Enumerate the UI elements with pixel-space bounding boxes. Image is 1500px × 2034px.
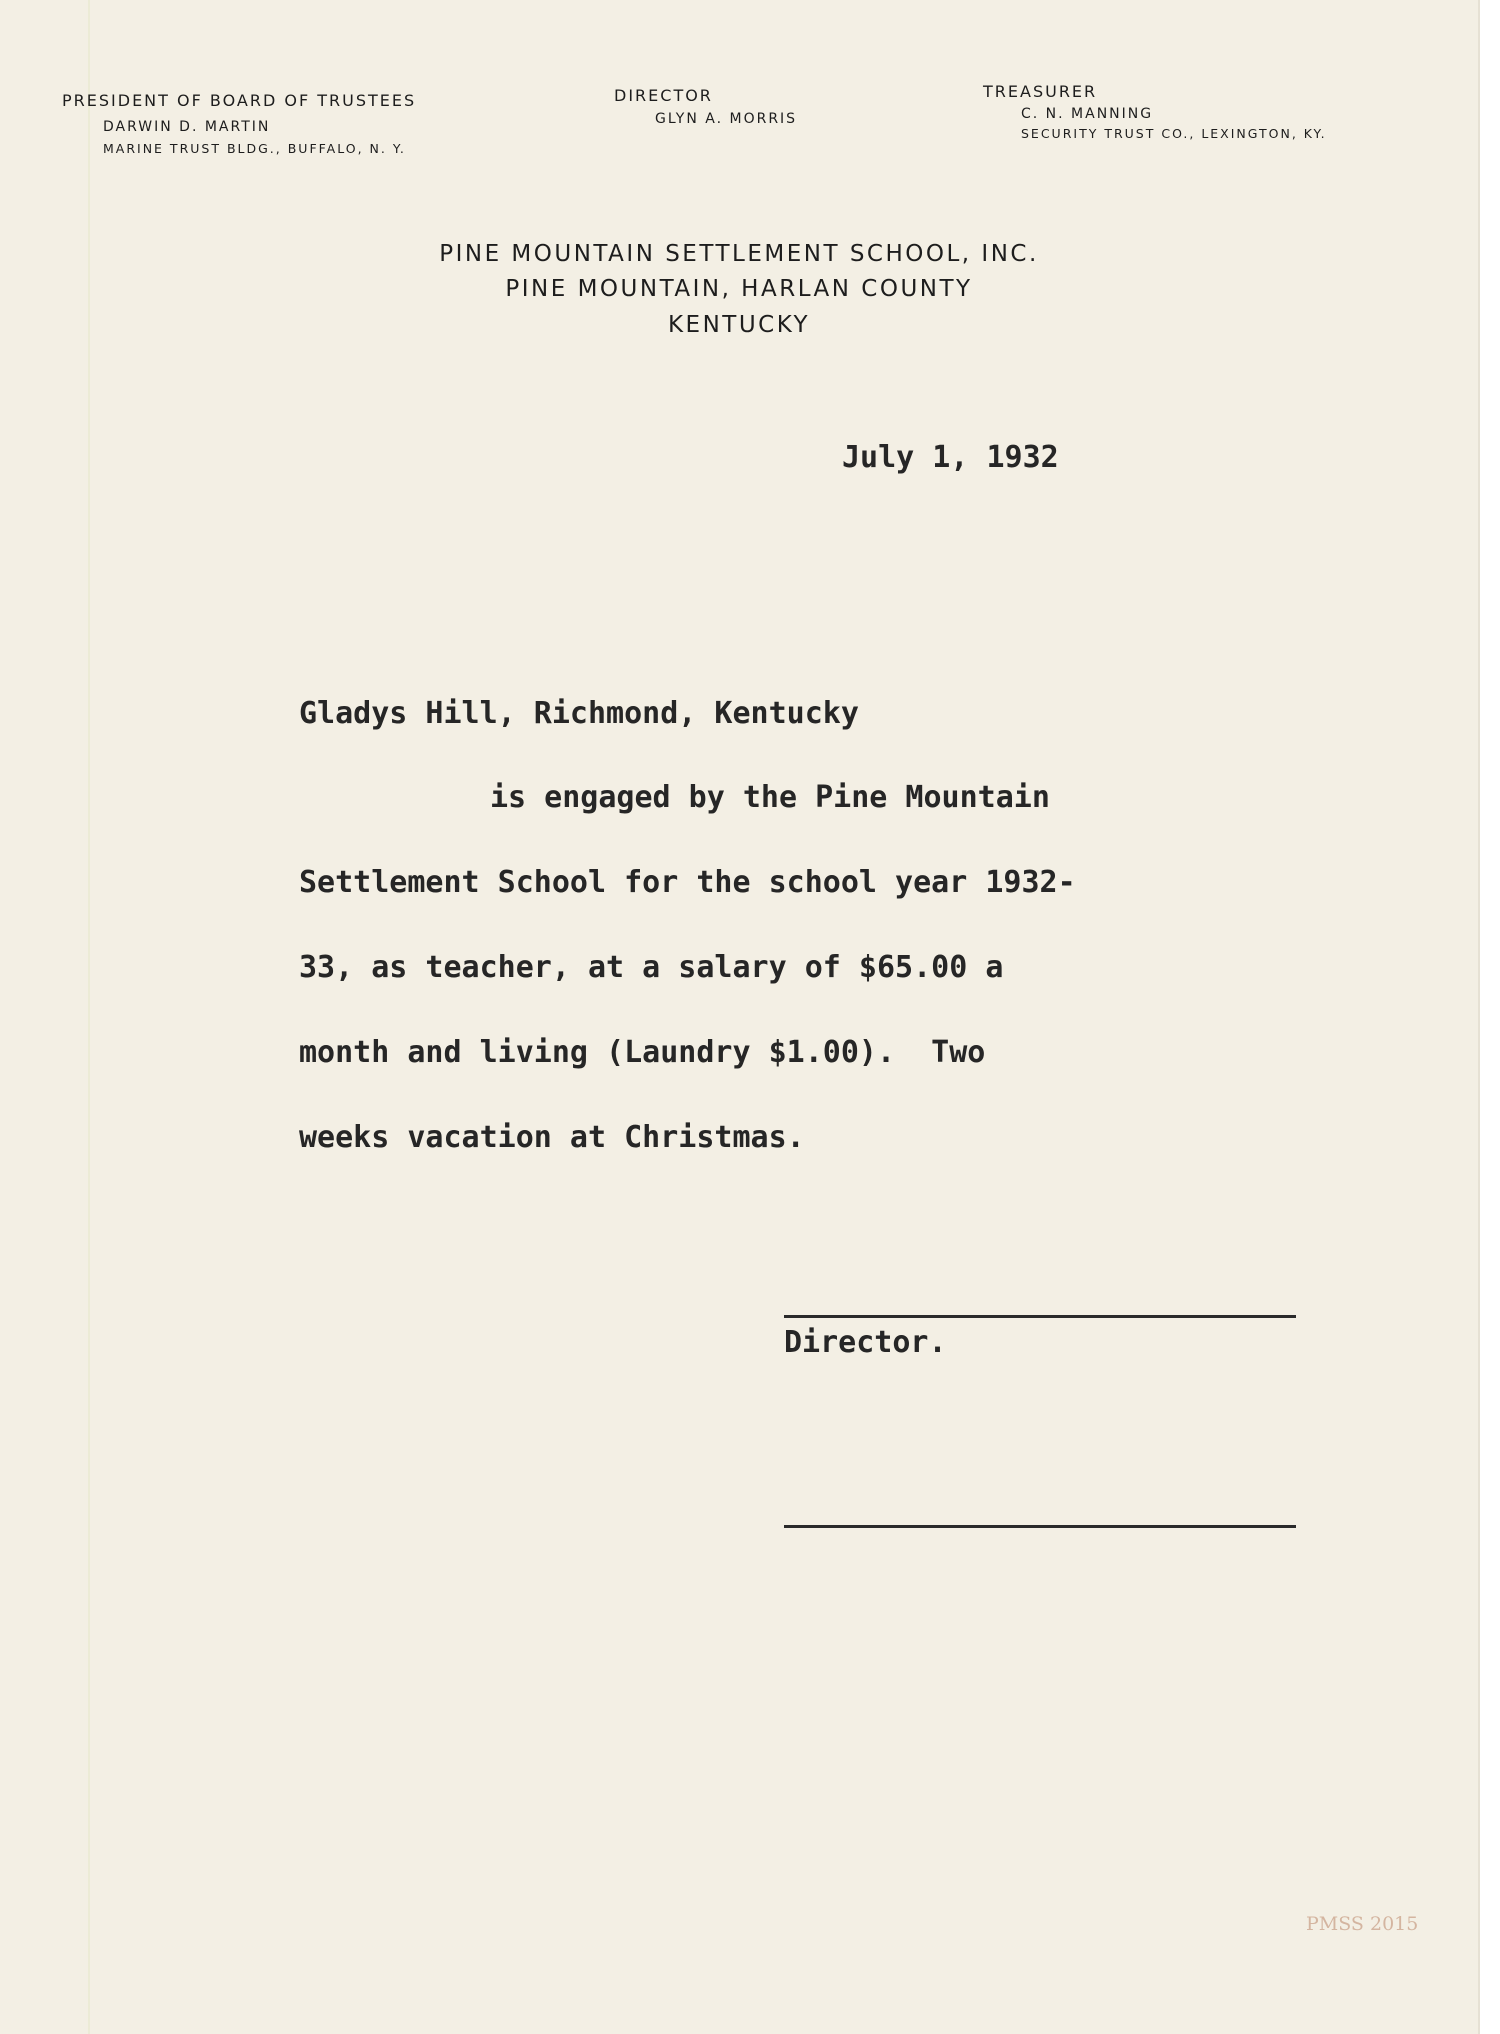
body-line: 33, as teacher, at a salary of $65.00 a <box>299 950 1004 985</box>
addressee: Gladys Hill, Richmond, Kentucky <box>299 696 859 731</box>
body-line: weeks vacation at Christmas. <box>299 1120 805 1155</box>
margin-rule <box>88 0 90 2034</box>
body-line: month and living (Laundry $1.00). Two <box>299 1035 986 1070</box>
president-address: MARINE TRUST BLDG., BUFFALO, N. Y. <box>103 141 406 156</box>
treasurer-name: C. N. MANNING <box>1021 106 1154 122</box>
signature-line <box>784 1315 1296 1318</box>
archive-watermark: PMSS 2015 <box>1306 1913 1419 1935</box>
treasurer-address: SECURITY TRUST CO., LEXINGTON, KY. <box>1021 126 1327 141</box>
body-line: is engaged by the Pine Mountain <box>490 780 1050 815</box>
signature-label: Director. <box>784 1325 947 1360</box>
body-line: Settlement School for the school year 1932- <box>299 865 1076 900</box>
president-name: DARWIN D. MARTIN <box>103 119 271 135</box>
organization-location: PINE MOUNTAIN, HARLAN COUNTY <box>505 276 973 302</box>
organization-name: PINE MOUNTAIN SETTLEMENT SCHOOL, INC. <box>439 241 1039 267</box>
president-role: PRESIDENT OF BOARD OF TRUSTEES <box>62 91 417 110</box>
director-name: GLYN A. MORRIS <box>655 111 798 127</box>
second-signature-line <box>784 1525 1296 1528</box>
director-role: DIRECTOR <box>614 86 713 105</box>
letter-date: July 1, 1932 <box>842 440 1059 475</box>
organization-state: KENTUCKY <box>667 312 811 338</box>
treasurer-role: TREASURER <box>983 82 1098 101</box>
